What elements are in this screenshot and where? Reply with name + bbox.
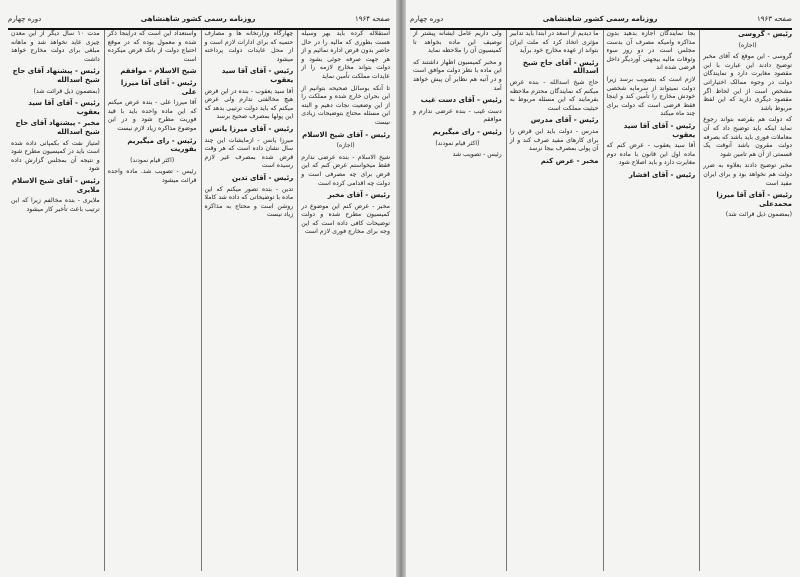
text-column xyxy=(506,30,599,571)
right-page xyxy=(402,0,800,577)
paragraph: مدت ۱۰ سال دیگر از این معدن چیزی عاید نخواهد شد و ماهانه مبلغی برای دولت مخارج خواهد داشت xyxy=(11,30,100,63)
volume-label: دوره چهارم xyxy=(8,15,42,23)
volume-label: دوره چهارم xyxy=(410,15,444,23)
paragraph: مدرس - دولت باید این قرض را برای کارهای مفید صرف کند و از آن پولی بمصرف بیجا نرسد xyxy=(509,127,599,153)
speaker-heading: مخبر - پیشنهاد آقای حاج شیخ اسدالله xyxy=(15,119,100,136)
page-number: صفحه ۱۹۶۳ xyxy=(756,15,792,23)
paragraph: آقا سید یعقوب - بنده در این قرض هیچ مخالفتی ندارم ولی عرض میکنم که باید دولت ترتیبی بدهد که این پولها بمصرف صحیح برسد xyxy=(204,87,294,121)
paragraph: لازم است که بتصویب برسد زیرا دولت نمیتواند از سرمایه شخصی خودش مخارج را تأمین کند و اینجا فقط قرضی است که دولت برای چند ماه میکند xyxy=(606,75,696,118)
speaker-heading: رئیس - رای میگیریم xyxy=(432,127,502,136)
left-page xyxy=(0,0,398,577)
paragraph: که دولت هم بقرضه بتواند رجوع نماید اینکه باید توضیح داد که آن معاملات فوری باید باشد که بصرفه دولت مقرون باشد آنوقت یک قسمتی از آن هم تامین شود xyxy=(703,116,792,158)
page-header xyxy=(410,12,792,30)
paragraph: شیخ الاسلام - بنده عرضی ندارم فقط میخواستم عرض کنم که این قرض برای چه مصرفی است و دولت چه اقدامی کرده است xyxy=(301,153,390,187)
paragraph: چهارگاه وزارتخانه ها و مصارف حتمیه که برای ادارات لازم است و از محل عایدات دولت پرداخته میشود xyxy=(204,30,294,63)
paragraph: امتیاز نفت که بکمپانی داده شده است باید در کمیسیون مطرح شود و نتیجه آن بمجلس گزارش داده شود xyxy=(11,139,100,173)
paragraph: (اکثر قیام نمودند) xyxy=(435,139,480,147)
paragraph: (اجازه) xyxy=(336,142,355,150)
paragraph: مخبر توضیح دادند بعلاوه به ضرر دولت هم نخواهد بود و برای ایران مفید است xyxy=(703,162,792,187)
paragraph: آقا میرزا علی - بنده عرض میکنم که این ماده واحده باید با قید فوریت مطرح شود و در این موضوع مذاکره زیاد لازم نیست xyxy=(107,99,197,132)
text-column xyxy=(104,30,197,571)
speaker-heading: مخبر - عرض کنم xyxy=(540,156,599,165)
page-header xyxy=(8,12,390,30)
speaker-heading: رئیس - آقای آقا سید یعقوب xyxy=(221,67,294,84)
speaker-heading: رئیس - آقای آقا سید یعقوب xyxy=(623,121,696,139)
speaker-heading: رئیس - پیشنهاد آقای حاج شیخ اسدالله xyxy=(12,67,100,84)
paragraph: (اکثر قیام نمودند) xyxy=(130,156,175,164)
speaker-heading: رئیس - آقای شیخ الاسلام ملایری xyxy=(11,176,100,194)
paragraph: میرزا یانس - ازمایشات این چند سال نشان داده است که هر وقت قرض شده بمصرف غیر لازم رسیده است xyxy=(204,136,294,170)
speaker-heading: رئیس - آقای آقا میرزا محمدعلی xyxy=(716,191,792,208)
paragraph: ما دیدیم از اسعد در ابتدا باید تدابیر مؤثری اتخاذ کرد که ملت ایران بتواند از عهده مخارج خود برآید xyxy=(509,30,599,55)
columns xyxy=(8,30,390,571)
paragraph: (بمضمون ذیل قرائت شد) xyxy=(725,211,792,219)
speaker-heading: رئیس - آقای میرزا یانس xyxy=(209,124,294,133)
paragraph: تا آنکه بوسائل صحیحه بتوانیم از این بحران خارج شده و مملکت را از این وضعیت نجات دهیم و البته این مسئله محتاج بتوضیحات زیادی نیست xyxy=(301,84,390,126)
text-column xyxy=(8,30,100,571)
speaker-heading: رئیس - آقای آقا سید یعقوب xyxy=(28,99,100,116)
text-column xyxy=(699,30,792,571)
paragraph: ولی داریم عامل ایشانه پیشتر از توصیف این ماده بخواهد تا کمیسیون آن را ملاحظه نماید xyxy=(413,30,502,55)
paragraph: گروسی - این موقع که آقای مخبر توضیح دادند این عبارت با این مقصود مغایرت دارد و نمایندگان دولت در وجوه ممالک اختیاراتی مشخص است از این لحاظ اگر مقصود دیگری دارید که این لفظ مربوط باشد xyxy=(703,53,792,112)
speaker-heading: رئیس - گروسی xyxy=(738,30,792,38)
paragraph: (اجازه) xyxy=(738,41,757,49)
paragraph: بجا نمایندگان اجازه بدهید بدون مذاکره وامیکه مصرف آن بدست مجلس است در دو روز سوء وثوقات مالیه بیجهتی آوردیگر داخل قرضی شده اند xyxy=(606,30,696,72)
text-column xyxy=(410,30,502,571)
speaker-heading: رئیس - آقای حاج شیخ اسدالله xyxy=(522,58,599,76)
paragraph: ملایری - بنده مخالفم زیرا که این ترتیب باعث تأخیر کار میشود xyxy=(11,197,100,213)
paragraph: رئیس - تصویب شد. ماده واحده قرائت میشود xyxy=(107,168,197,184)
text-column xyxy=(603,30,696,571)
page-number: صفحه ۱۹۶۴ xyxy=(354,15,390,23)
newspaper-title: روزنامه رسمی کشور شاهنشاهی xyxy=(542,15,658,23)
text-column xyxy=(297,30,390,571)
paragraph: حاج شیخ اسدالله - بنده عرض میکنم که نمایندگان محترم ملاحظه بفرمایند که این مسئله مربوط به حیثیت مملکت است xyxy=(509,78,599,112)
paragraph: مخبر - عرض کنم این موضوع در کمیسیون مطرح شده و دولت توضیحات کافی داده است که این وجه برای مخارج فوری لازم است xyxy=(301,202,390,236)
speaker-heading: شیخ الاسلام - موافقم xyxy=(120,67,197,76)
speaker-heading: رئیس - آقای دست غیب xyxy=(420,96,502,105)
speaker-heading: رئیس - آقای شیخ الاسلام xyxy=(302,130,390,139)
columns xyxy=(410,30,792,571)
speaker-heading: رئیس - آقای تدین xyxy=(231,173,294,182)
paragraph: آقا سید یعقوب - عرض کنم که ماده اول این قانون با ماده دوم مغایرت دارد و باید اصلاح شود xyxy=(606,142,696,167)
speaker-heading: رئیس - آقای مخبر xyxy=(327,191,390,200)
paragraph: استقلاله کرده باید بهر وسیله هست بطوری که مالیه را در حال حاضر بدون قرض اداره نمائیم و از هر جهت صرفه جوئی بشود و دولت بتواند مخارج لازمه را از عایدات مملکت تأمین نماید xyxy=(301,30,390,80)
newspaper-title: روزنامه رسمی کشور شاهنشاهی xyxy=(140,15,256,23)
paragraph: (بمضمون ذیل قرائت شد) xyxy=(33,87,100,95)
speaker-heading: رئیس - آقای آقا میرزا علی xyxy=(120,78,197,96)
speaker-heading: رئیس - آقای افشار xyxy=(628,170,696,179)
paragraph: تدین - بنده تصور میکنم که این ماده با توضیحاتی که داده شد کاملا روشن است و محتاج به مذاکره زیاد نیست xyxy=(204,185,294,219)
text-column xyxy=(201,30,294,571)
speaker-heading: رئیس - رای میگیریم بفوریت xyxy=(127,136,197,154)
paragraph: دست غیب - بنده عرضی ندارم و موافقم xyxy=(413,107,502,124)
paragraph: و مخبر کمیسیون اظهار داشتند که این ماده با نظر دولت موافق است و در آتیه هم نظایر آن پیش خواهد آمد xyxy=(413,58,502,92)
paragraph: واستعداد این است که دراینجا ذکر شده و معمول بوده که در موقع احتیاج دولت از بانک قرض میکرده است xyxy=(107,30,197,63)
speaker-heading: رئیس - آقای مدرس xyxy=(530,116,599,125)
paragraph: رئیس - تصویب شد xyxy=(452,151,502,159)
